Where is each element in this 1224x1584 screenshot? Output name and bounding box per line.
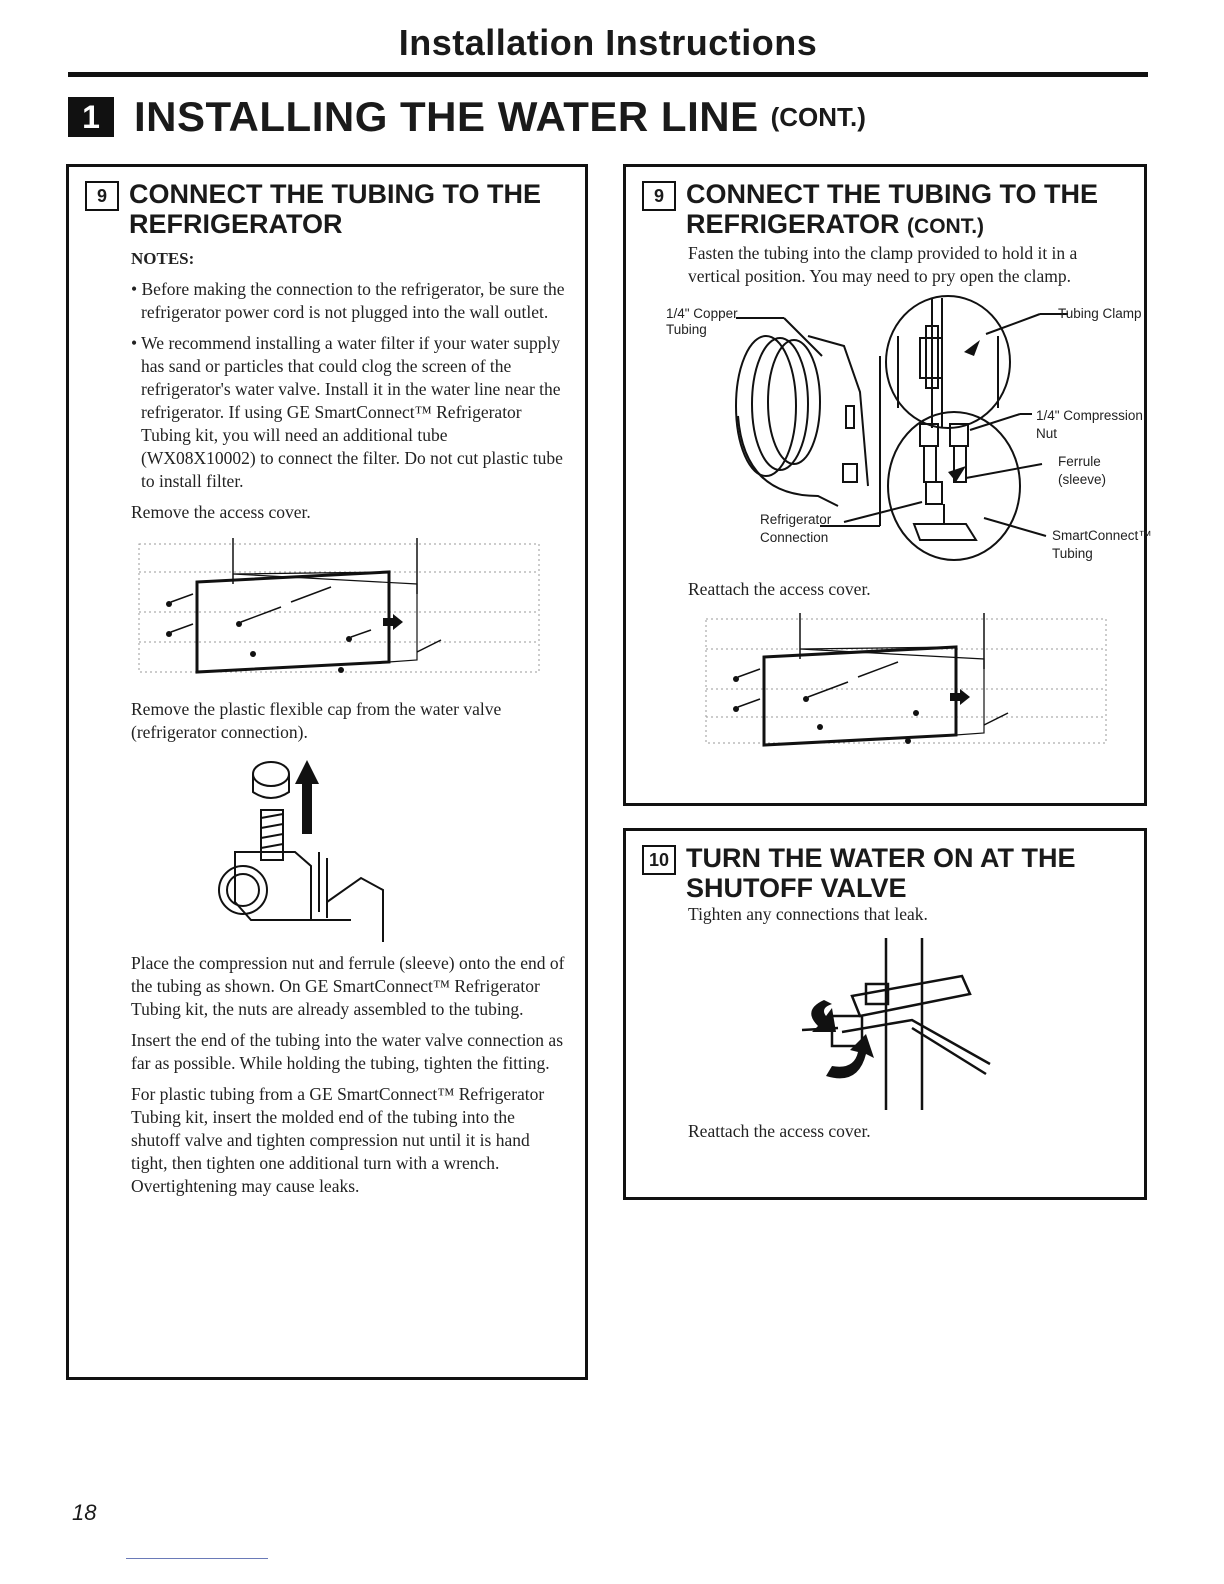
connect-tubing-cont-heading <box>642 179 1124 242</box>
tighten-text: Tighten any connections that leak. <box>688 904 928 924</box>
turn-water-on-body <box>688 903 1124 926</box>
step-number: 9 <box>85 181 119 211</box>
ferrule-label: (sleeve) <box>1058 472 1107 487</box>
section-title: INSTALLING THE WATER LINE <box>134 93 759 140</box>
refrigerator-connection-label: Refrigerator <box>760 512 832 527</box>
step-title: CONNECT THE TUBING TO THE REFRIGERATOR <box>129 179 542 239</box>
up-arrow-icon <box>295 760 319 834</box>
step-title: TURN THE WATER ON AT THE SHUTOFF VALVE <box>686 843 1076 903</box>
smartconnect-tubing-label: Tubing <box>1052 546 1093 561</box>
reattach-text: Reattach the access cover. <box>688 579 871 599</box>
page-number: 18 <box>72 1500 97 1525</box>
turn-water-on-box <box>623 828 1147 1200</box>
connect-tubing-heading <box>85 179 565 239</box>
connect-tubing-cont-box <box>623 164 1152 806</box>
section-cont: (CONT.) <box>770 101 866 132</box>
section-number: 1 <box>68 97 114 137</box>
plastic-tubing-text: For plastic tubing from a GE SmartConnect™ Refrigerator Tubing kit, insert the molded end of the tubing into the shutoff valve and tighten compression nut until it is hand tight, then tighten one additional turn with a wrench. Overtightening may cause leaks. <box>131 1084 545 1196</box>
section-heading <box>68 92 866 142</box>
reattach-body <box>688 1120 1124 1143</box>
place-nut-text: Place the compression nut and ferrule (sleeve) onto the end of the tubing as shown. On GE SmartConnect™ Refrigerator Tubing kit, the nuts are already assembled to the tubing. <box>131 953 565 1019</box>
footer-rule <box>126 1558 268 1559</box>
connect-tubing-box <box>66 164 588 1380</box>
turn-water-on-heading <box>642 843 1124 903</box>
rotate-arrow-icon <box>811 1000 836 1032</box>
connect-tubing-cont-body <box>688 242 1124 288</box>
access-cover-removal-illustration <box>131 532 551 682</box>
tubing-clamp-label: Tubing Clamp <box>1058 306 1142 321</box>
ferrule-label: Ferrule <box>1058 454 1101 469</box>
reattach-body <box>688 578 1124 601</box>
page-title: Installation Instructions <box>398 22 818 63</box>
note-bullet: • Before making the connection to the refrigerator, be sure the refrigerator power cord is not plugged into the wall outlet. <box>131 279 565 322</box>
remove-cover-text: Remove the access cover. <box>131 502 311 522</box>
arrow-icon <box>948 466 966 482</box>
compression-nut-label: Nut <box>1036 426 1058 441</box>
step-number: 10 <box>642 845 676 875</box>
access-cover-reattach-illustration <box>698 609 1118 749</box>
step-number: 9 <box>642 181 676 211</box>
fasten-text: Fasten the tubing into the clamp provided to hold it in a vertical position. You may need to pry open the clamp. <box>688 243 1078 286</box>
insert-end-text: Insert the end of the tubing into the water valve connection as far as possible. While holding the tubing, tighten the fitting. <box>131 1030 564 1073</box>
valve-cap-illustration <box>131 752 551 942</box>
step-cont: (CONT.) <box>907 215 985 238</box>
copper-tubing-label: 1/4" Copper <box>666 306 738 321</box>
smartconnect-tubing-label: SmartConnect™ <box>1052 528 1152 543</box>
step-title: CONNECT THE TUBING TO THE REFRIGERATOR <box>686 179 1099 239</box>
tubing-connection-diagram <box>648 296 1152 574</box>
compression-nut-label: 1/4" Compression <box>1036 408 1143 423</box>
copper-tubing-label: Tubing <box>666 322 707 337</box>
notes-label: NOTES: <box>131 249 195 268</box>
reattach-text: Reattach the access cover. <box>688 1121 871 1141</box>
refrigerator-connection-label: Connection <box>760 530 829 545</box>
page-header <box>68 18 1148 77</box>
remove-cap-text: Remove the plastic flexible cap from the water valve (refrigerator connection). <box>131 699 502 742</box>
connect-tubing-body <box>131 247 565 1198</box>
shutoff-valve-illustration <box>762 936 1062 1116</box>
arrow-icon <box>964 340 980 356</box>
note-bullet: • We recommend installing a water filter if your water supply has sand or particles that could clog the screen of the refrigerator's water valve. Install it in the water line near the refrigerator. If using GE SmartConnect™ Refrigerator Tubing kit, you will need an additional tube (WX08X10002) to connect the filter. Do not cut plastic tube to install filter. <box>131 333 563 491</box>
